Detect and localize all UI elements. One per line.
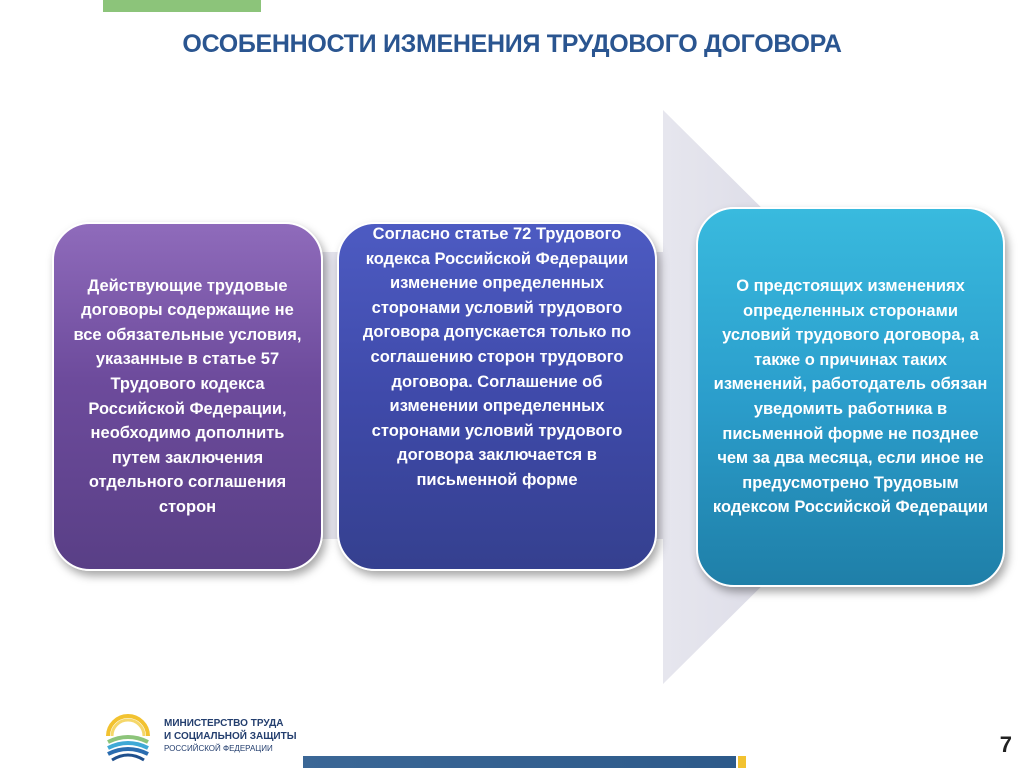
slide-title: ОСОБЕННОСТИ ИЗМЕНЕНИЯ ТРУДОВОГО ДОГОВОРА — [182, 30, 842, 58]
footer-bar — [303, 756, 736, 768]
ministry-line-3: РОССИЙСКОЙ ФЕДЕРАЦИИ — [164, 744, 273, 753]
condition-box-1 — [52, 222, 323, 571]
condition-box-1-text: Действующие трудовые договоры содержащие не все обязательные условия, указанные в статье 57 Трудового кодекса Российской Федерации, необходимо дополнить путем заключения отдельного соглашения сторон — [73, 276, 302, 516]
ministry-line-2: И СОЦИАЛЬНОЙ ЗАЩИТЫ — [164, 730, 297, 742]
condition-box-3 — [696, 207, 1005, 587]
footer-accent — [738, 756, 746, 768]
ministry-name — [164, 718, 297, 756]
ministry-line-1: МИНИСТЕРСТВО ТРУДА — [164, 718, 284, 729]
condition-box-3-text: О предстоящих изменениях определенных сторонами условий трудового договора, а также о причинах таких изменений, работодатель обязан уведомить работника в письменной форме не позднее чем за два месяца, если иное не предусмотрено Трудовым кодексом Российской Федерации — [712, 277, 989, 517]
ministry-logo-icon — [104, 714, 152, 762]
condition-box-2 — [337, 222, 657, 571]
condition-box-2-text: Согласно статье 72 Трудового кодекса Российской Федерации изменение определенных сторонами условий трудового договора допускается только по соглашению сторон трудового договора. Соглашение об изменении определенных сторонами условий трудового договора заключается в письменной форме — [362, 225, 632, 489]
page-number: 7 — [999, 732, 1012, 757]
